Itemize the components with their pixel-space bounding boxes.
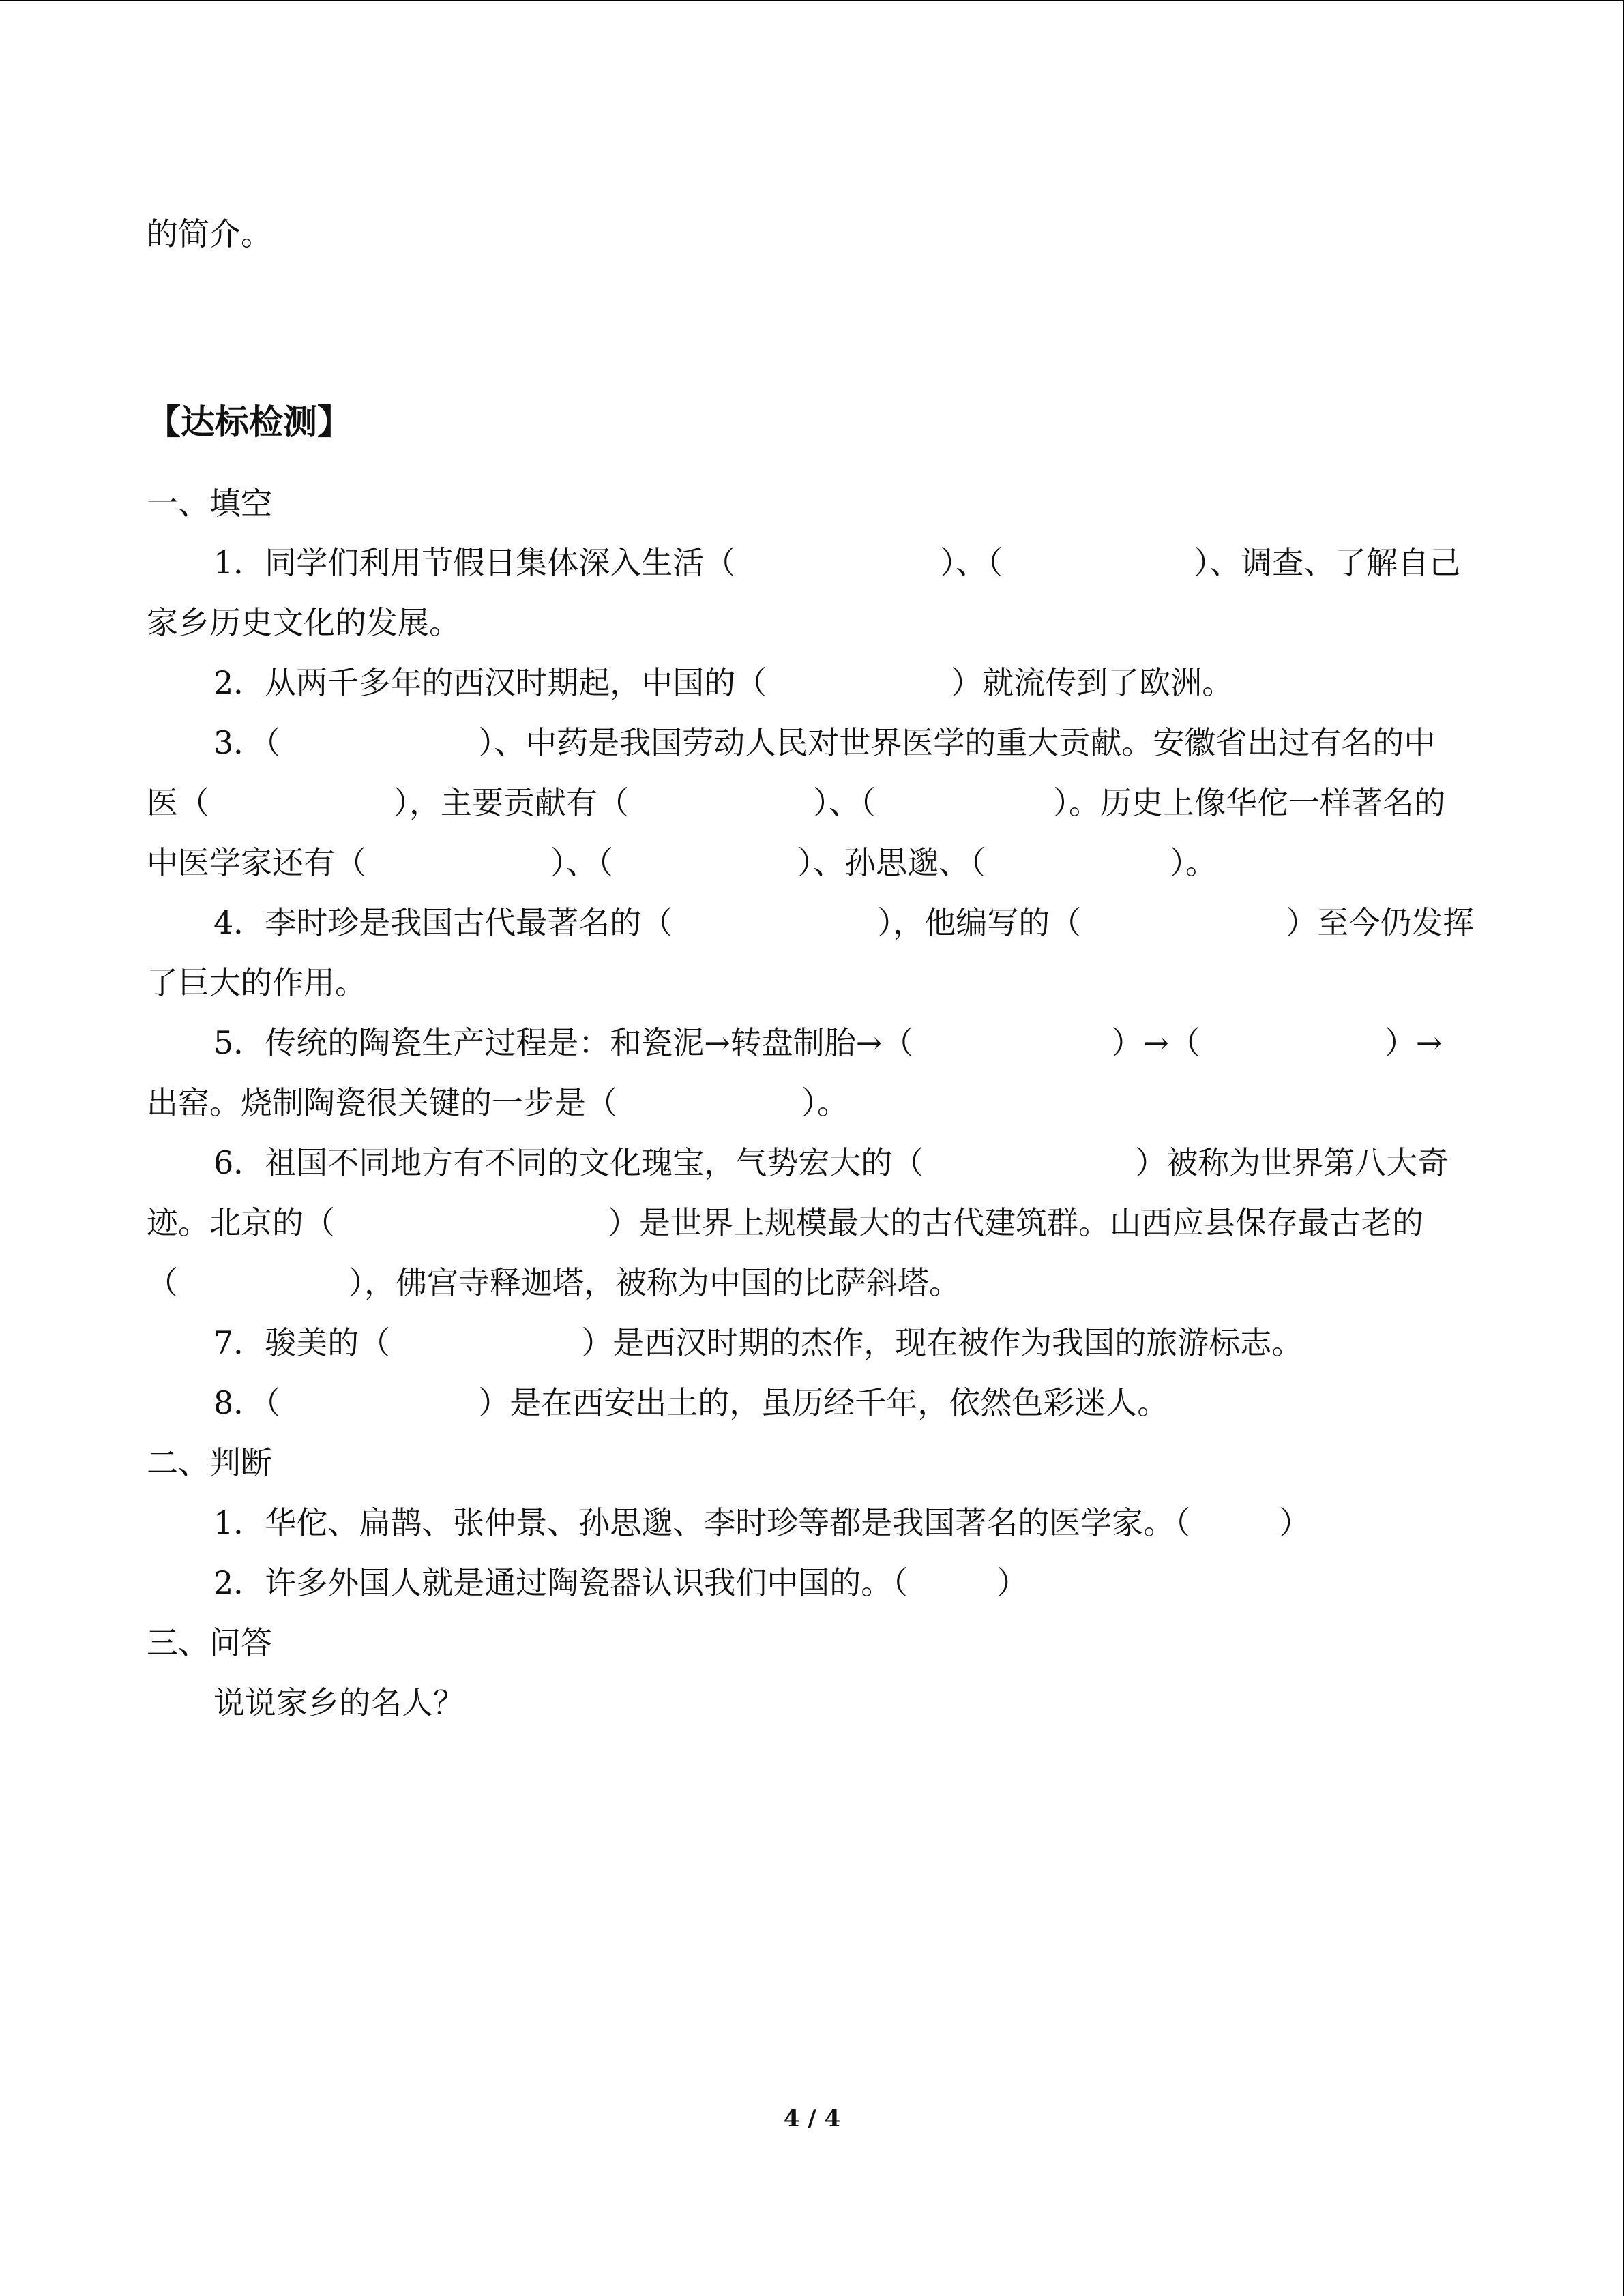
- q4-line1: 4．李时珍是我国古代最著名的（ ），他编写的（ ）至今仍发挥: [213, 904, 1475, 941]
- qa-question: 说说家乡的名人？: [213, 1684, 464, 1721]
- q5-line1: 5．传统的陶瓷生产过程是：和瓷泥→转盘制胎→（ ）→（ ）→: [213, 1024, 1443, 1061]
- q5-line2: 出窑。烧制陶瓷很关键的一步是（ ）。: [147, 1084, 848, 1121]
- judge-q2: 2．许多外国人就是通过陶瓷器认识我们中国的。（ ）: [213, 1564, 1029, 1601]
- q6-line2: 迹。北京的（ ）是世界上规模最大的古代建筑群。山西应县保存最古老的: [147, 1204, 1423, 1241]
- q2-line1: 2．从两千多年的西汉时期起，中国的（ ）就流传到了欧洲。: [213, 664, 1234, 701]
- intro-tail-text: 的简介。: [147, 215, 272, 252]
- part1-title: 一、填空: [147, 485, 272, 522]
- q6-line3: （ ），佛宫寺释迦塔，被称为中国的比萨斜塔。: [147, 1264, 960, 1301]
- q4-line2: 了巨大的作用。: [147, 964, 366, 1001]
- judge-q1: 1．华佗、扁鹊、张仲景、孙思邈、李时珍等都是我国著名的医学家。（ ）: [213, 1504, 1311, 1541]
- part3-title: 三、问答: [147, 1624, 272, 1661]
- q6-line1: 6．祖国不同地方有不同的文化瑰宝，气势宏大的（ ）被称为世界第八大奇: [213, 1144, 1449, 1181]
- q3-line2: 医（ ），主要贡献有（ ）、（ ）。历史上像华佗一样著名的: [147, 784, 1445, 821]
- page-number: 4 / 4: [783, 2105, 841, 2132]
- part2-title: 二、判断: [147, 1444, 272, 1481]
- q3-line3: 中医学家还有（ ）、（ ）、孙思邈、（ ）。: [147, 844, 1217, 881]
- q1-line1: 1．同学们利用节假日集体深入生活（ ）、（ ）、调查、了解自己: [213, 544, 1461, 581]
- section-title: 【达标检测】: [147, 402, 351, 442]
- q8-line1: 8．（ ）是在西安出土的，虽历经千年，依然色彩迷人。: [213, 1384, 1169, 1421]
- q7-line1: 7．骏美的（ ）是西汉时期的杰作，现在被作为我国的旅游标志。: [213, 1324, 1303, 1361]
- q3-line1: 3．（ ）、中药是我国劳动人民对世界医学的重大贡献。安徽省出过有名的中: [213, 724, 1436, 761]
- q1-line2: 家乡历史文化的发展。: [147, 604, 460, 641]
